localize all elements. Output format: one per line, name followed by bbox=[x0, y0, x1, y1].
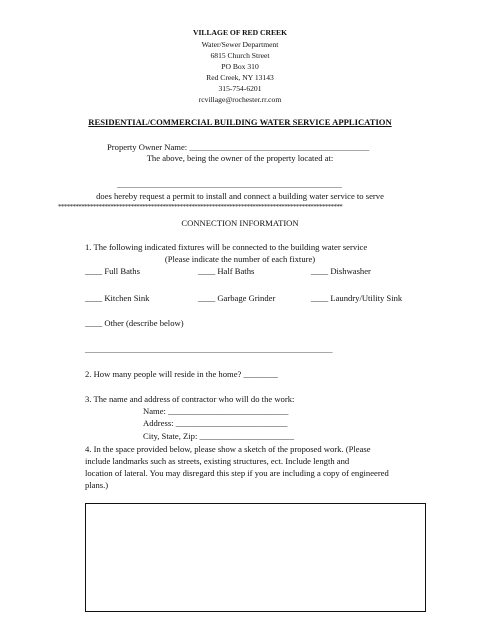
fixture-half-baths[interactable]: ____ Half Baths bbox=[198, 266, 255, 276]
form-title: RESIDENTIAL/COMMERCIAL BUILDING WATER SERVICE APPLICATION bbox=[88, 117, 392, 127]
fixture-full-baths[interactable]: ____ Full Baths bbox=[85, 266, 140, 276]
fixture-laundry-utility-sink[interactable]: ____ Laundry/Utility Sink bbox=[311, 293, 403, 303]
fixture-dishwasher[interactable]: ____ Dishwasher bbox=[311, 266, 371, 276]
owner-name-label: Property Owner Name: bbox=[107, 142, 188, 152]
village-name: VILLAGE OF RED CREEK bbox=[192, 28, 288, 37]
owner-name-row bbox=[107, 142, 369, 153]
property-address-field[interactable]: ____________________________________________________________ bbox=[117, 180, 342, 189]
owner-name-field[interactable]: ________________________________________________ bbox=[189, 143, 370, 152]
contractor-name-field[interactable]: Name: ____________________________ bbox=[143, 406, 289, 416]
question-2[interactable]: 2. How many people will reside in the home? ________ bbox=[85, 369, 278, 379]
question-3: 3. The name and address of contractor who will do the work: bbox=[85, 394, 295, 404]
section-separator: ************************************************************************************************** bbox=[58, 203, 343, 211]
fixture-kitchen-sink[interactable]: ____ Kitchen Sink bbox=[85, 293, 150, 303]
phone-number: 315-754-6201 bbox=[218, 84, 262, 93]
other-description-field[interactable]: __________________________________________________________________ bbox=[85, 345, 333, 354]
sketch-area[interactable] bbox=[85, 503, 426, 612]
question-1: 1. The following indicated fixtures will be connected to the building water service bbox=[85, 242, 368, 252]
connection-heading: CONNECTION INFORMATION bbox=[181, 218, 299, 228]
contractor-address-field[interactable]: Address: __________________________ bbox=[143, 418, 288, 428]
owner-located-text: The above, being the owner of the property located at: bbox=[146, 153, 334, 163]
street-address: 6815 Church Street bbox=[210, 51, 270, 60]
contractor-city-state-zip-field[interactable]: City, State, Zip: ______________________ bbox=[143, 431, 295, 441]
email-address: rcvillage@rochester.rr.com bbox=[198, 95, 282, 104]
fixture-other[interactable]: ____ Other (describe below) bbox=[85, 318, 184, 328]
question-4-line-2: include landmarks such as streets, existing structures, ect. Include length and bbox=[85, 456, 350, 466]
question-4-line-3: location of lateral. You may disregard this step if you are including a copy of engineered bbox=[85, 468, 389, 478]
department-name: Water/Sewer Department bbox=[201, 40, 279, 49]
permit-request-text: does hereby request a permit to install and connect a building water service to serve bbox=[96, 191, 384, 201]
question-4-line-4: plans.) bbox=[85, 480, 109, 490]
question-1-note: (Please indicate the number of each fixture) bbox=[164, 254, 316, 264]
question-4-line-1: 4. In the space provided below, please show a sketch of the proposed work. (Please bbox=[85, 444, 371, 454]
city-state-zip: Red Creek, NY 13143 bbox=[206, 73, 274, 82]
po-box: PO Box 310 bbox=[221, 62, 259, 71]
fixture-garbage-grinder[interactable]: ____ Garbage Grinder bbox=[198, 293, 276, 303]
